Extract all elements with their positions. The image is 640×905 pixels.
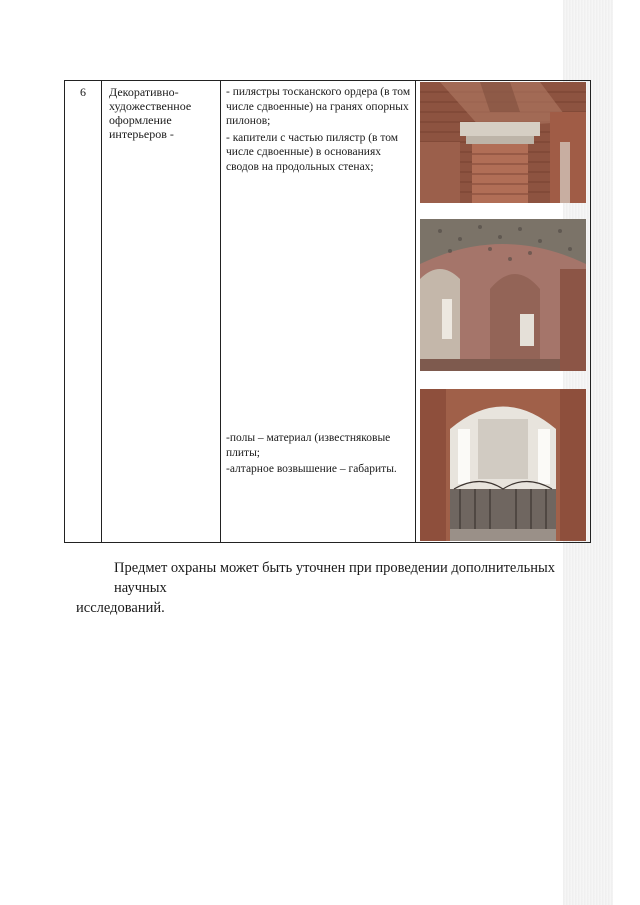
description-bottom xyxy=(226,431,411,479)
row-name-line: оформление xyxy=(109,113,172,127)
row-name-line: художественное xyxy=(109,99,192,113)
note-line: исследований. xyxy=(76,600,165,616)
protection-note xyxy=(76,558,596,618)
row-photos xyxy=(416,81,591,543)
row-number: 6 xyxy=(65,81,102,543)
row-description xyxy=(221,81,416,543)
row-name-line: интерьеров - xyxy=(109,127,174,141)
description-item: - пилястры тосканского ордера (в том числе сдвоенные) на гранях опорных пилонов; xyxy=(226,86,411,127)
row-name xyxy=(102,81,221,543)
photo-pilaster-capital xyxy=(420,82,586,203)
photo-altar-apse xyxy=(420,389,586,541)
photo-vaulted-interior xyxy=(420,219,586,371)
description-top xyxy=(226,85,411,176)
description-item: -полы – материал (известняковые плиты; xyxy=(226,432,391,459)
description-item: - капители с частью пилястр (в том числе сдвоенные) в основаниях сводов на продольных стенах; xyxy=(226,131,399,173)
description-item: -алтарное возвышение – габариты. xyxy=(226,463,397,475)
note-line: Предмет охраны может быть уточнен при проведении дополнительных научных xyxy=(114,560,555,596)
row-name-line: Декоративно- xyxy=(109,85,179,99)
protection-subject-table xyxy=(64,80,591,543)
table-row xyxy=(65,81,591,543)
